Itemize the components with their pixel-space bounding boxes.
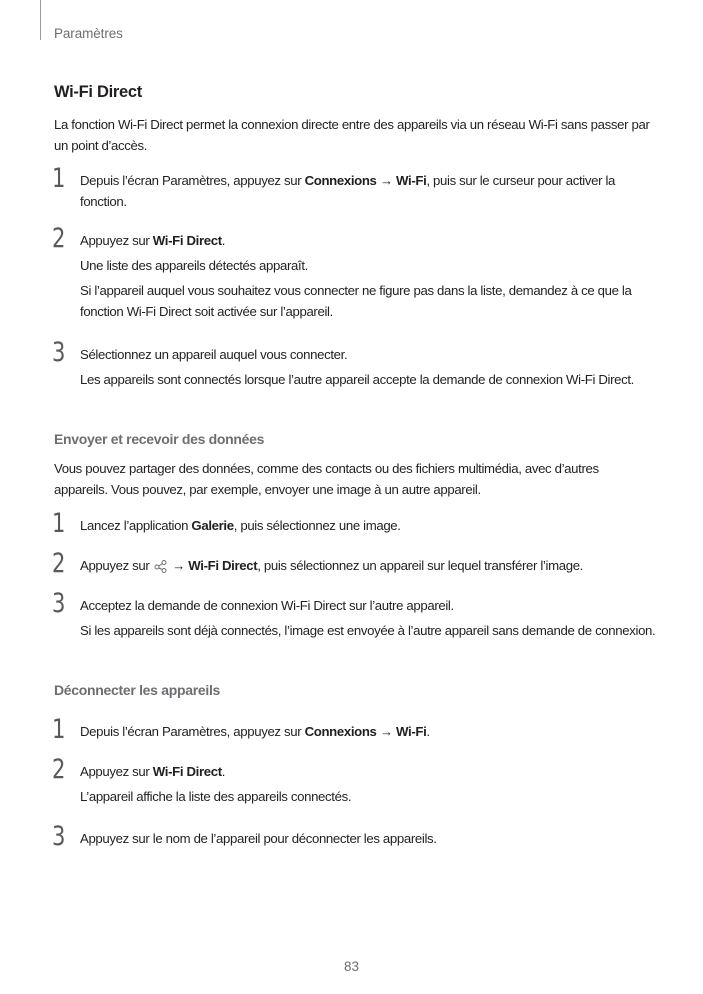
step-2 [52, 223, 662, 322]
step-note: L’appareil affiche la liste des appareils connectés. [80, 789, 352, 804]
arrow: → [379, 173, 393, 188]
ui-term-galerie: Galerie [191, 518, 234, 533]
share-icon [154, 558, 168, 579]
step-number: 3 [52, 588, 66, 619]
text: Depuis l’écran Paramètres, appuyez sur [80, 724, 305, 739]
step-1 [52, 714, 662, 745]
section-paragraph: Vous pouvez partager des données, comme des contacts ou des fichiers multimédia, avec d’autres appareils. Vous pouvez, par exemple, envoyer une image à un autre appareil. [54, 461, 599, 497]
page-title: Wi-Fi Direct [54, 83, 142, 101]
text: . [426, 724, 430, 739]
text: Lancez l’application [80, 518, 192, 533]
step-3 [52, 588, 662, 641]
step-text [80, 170, 662, 212]
step-2 [52, 548, 662, 579]
text: Appuyez sur [80, 233, 153, 248]
step-text [80, 761, 662, 782]
intro-paragraph: La fonction Wi-Fi Direct permet la connexion directe entre des appareils via un réseau Wi-Fi sans passer par un point d’accès. [54, 117, 650, 153]
step-number: 1 [52, 714, 66, 745]
ui-term-wifi-direct: Wi-Fi Direct [188, 558, 258, 573]
step-text [80, 515, 662, 536]
step-text [80, 230, 662, 251]
step-number: 3 [52, 821, 66, 852]
page-number: 83 [343, 959, 360, 974]
section-heading-send-receive: Envoyer et recevoir des données [54, 431, 265, 447]
header-rule [40, 0, 41, 40]
ui-term-wifi: Wi-Fi [396, 173, 427, 188]
step-number: 2 [52, 548, 66, 579]
text: . [221, 233, 226, 248]
text: Appuyez sur [80, 764, 153, 779]
text: , puis sélectionnez une image. [233, 518, 401, 533]
step-note: Une liste des appareils détectés apparaît. [80, 258, 308, 273]
step-text [80, 555, 662, 579]
ui-term-wifi-direct: Wi-Fi Direct [152, 233, 222, 248]
step-text: Appuyez sur le nom de l’appareil pour déconnecter les appareils. [80, 831, 437, 846]
text: Appuyez sur [80, 558, 153, 573]
step-number: 2 [52, 223, 66, 254]
step-number: 1 [52, 163, 66, 194]
step-3 [52, 821, 662, 852]
ui-term-wifi: Wi-Fi [396, 724, 427, 739]
step-3 [52, 337, 662, 390]
step-note: Si l’appareil auquel vous souhaitez vous connecter ne figure pas dans la liste, demandez à ce que la fonction Wi-Fi Direct soit activée sur l’appareil. [80, 283, 632, 319]
text: . [221, 764, 226, 779]
step-text: Acceptez la demande de connexion Wi-Fi Direct sur l’autre appareil. [80, 598, 454, 613]
step-note: Les appareils sont connectés lorsque l’autre appareil accepte la demande de connexion Wi-Fi Direct. [80, 372, 634, 387]
arrow: → [379, 724, 393, 739]
arrow: → [172, 558, 185, 573]
text: Depuis l’écran Paramètres, appuyez sur [80, 173, 305, 188]
text: , puis sélectionnez un appareil sur lequel transférer l’image. [257, 558, 583, 573]
step-2 [52, 754, 662, 807]
step-1 [52, 508, 662, 539]
section-heading-disconnect: Déconnecter les appareils [54, 682, 221, 698]
ui-term-connexions: Connexions [304, 724, 377, 739]
running-header: Paramètres [54, 26, 123, 41]
step-number: 3 [52, 337, 66, 368]
step-number: 1 [52, 508, 66, 539]
ui-term-wifi-direct: Wi-Fi Direct [152, 764, 222, 779]
step-note: Si les appareils sont déjà connectés, l’image est envoyée à l’autre appareil sans demande de connexion. [80, 623, 656, 638]
step-text [80, 721, 662, 742]
step-1 [52, 163, 662, 212]
step-text: Sélectionnez un appareil auquel vous connecter. [80, 347, 348, 362]
ui-term-connexions: Connexions [304, 173, 377, 188]
text: , puis sur le curseur pour activer la fonction. [80, 173, 616, 209]
step-number: 2 [52, 754, 66, 785]
